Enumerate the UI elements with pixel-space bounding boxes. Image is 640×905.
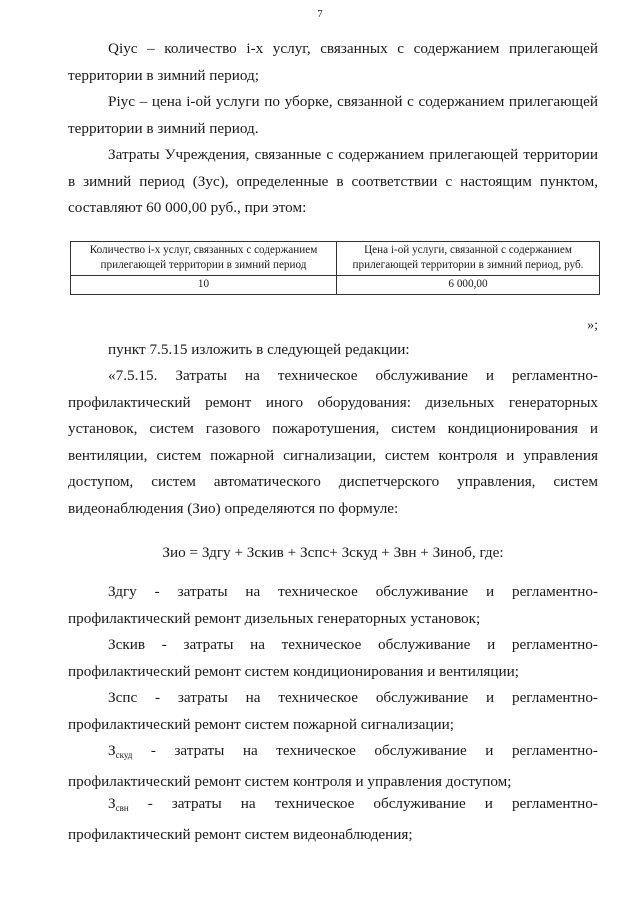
table-header-row [71,242,600,276]
term-symbol: $З_{скуд}$ [108,742,133,760]
term-zskiv: Зскив - затраты на техническое обслуживание и регламентно- профилактический ремонт систем кондиционирования и вентиляции; [68,632,598,685]
term-description: профилактический ремонт систем кондиционирования и вентиляции; [68,662,520,680]
term-symbol: Зскив [108,636,146,653]
term-description: профилактический ремонт систем пожарной сигнализации; [68,715,454,733]
formula: Зио = Здгу + Зскив + Зспс+ Зскуд + Звн + Зиноб, где: [162,544,504,561]
term-description: профилактический ремонт дизельных генераторных установок; [68,609,481,627]
term-zsps: Зспс - затраты на техническое обслуживание и регламентно- профилактический ремонт систем пожарной сигнализации; [68,685,598,738]
term-symbol: Зспс [108,689,138,706]
paragraph-piys: Piус – цена i-ой услуги по уборке, связанной с содержанием прилегающей территории в зимний период. [68,93,598,137]
amendment-line: пункт 7.5.15 изложить в следующей редакции: [108,341,410,358]
table-row [71,276,600,295]
term-description: профилактический ремонт систем контроля и управления доступом; [68,772,512,790]
table-cell-price: 6 000,00 [337,276,600,295]
term-symbol: $З_{свн}$ [108,795,129,813]
table-header-price: Цена i-ой услуги, связанной с содержанием прилегающей территории в зимний период, руб. [337,242,600,276]
costs-table [70,241,600,295]
page-number: 7 [317,8,323,20]
table-header-quantity: Количество i-х услуг, связанных с содержанием прилегающей территории в зимний период [71,242,337,276]
term-zdgu: Здгу - затраты на техническое обслуживание и регламентно- профилактический ремонт дизельных генераторных установок; [68,579,598,632]
term-description: профилактический ремонт систем видеонаблюдения; [68,825,413,843]
term-zskud: $З_{скуд}$ - затраты на техническое обслуживание и регламентно- профилактический ремонт систем контроля и управления доступом; [68,738,598,795]
paragraph-qiys: Qiус – количество i-х услуг, связанных с содержанием прилегающей территории в зимний период; [68,40,598,84]
table-cell-quantity: 10 [71,276,337,295]
clause-7-5-15: «7.5.15. Затраты на техническое обслуживание и регламентно-профилактический ремонт иного оборудования: дизельных генераторных установок, систем газового пожаротушения, систем кондиционирования и вентиляции, систем пожарной сигнализации, систем контроля и управления доступом, систем автоматического диспетчерского управления, систем видеонаблюдения (Зио) определяются по формуле: [68,367,598,517]
term-zvn: $З_{свн}$ - затраты на техническое обслуживание и регламентно- профилактический ремонт систем видеонаблюдения; [68,791,598,848]
closing-quote: »; [587,318,598,333]
paragraph-costs: Затраты Учреждения, связанные с содержанием прилегающей территории в зимний период (Зус), определенные в соответствии с настоящим пунктом, составляют 60 000,00 руб., при этом: [68,146,598,216]
term-symbol: Здгу [108,583,137,600]
